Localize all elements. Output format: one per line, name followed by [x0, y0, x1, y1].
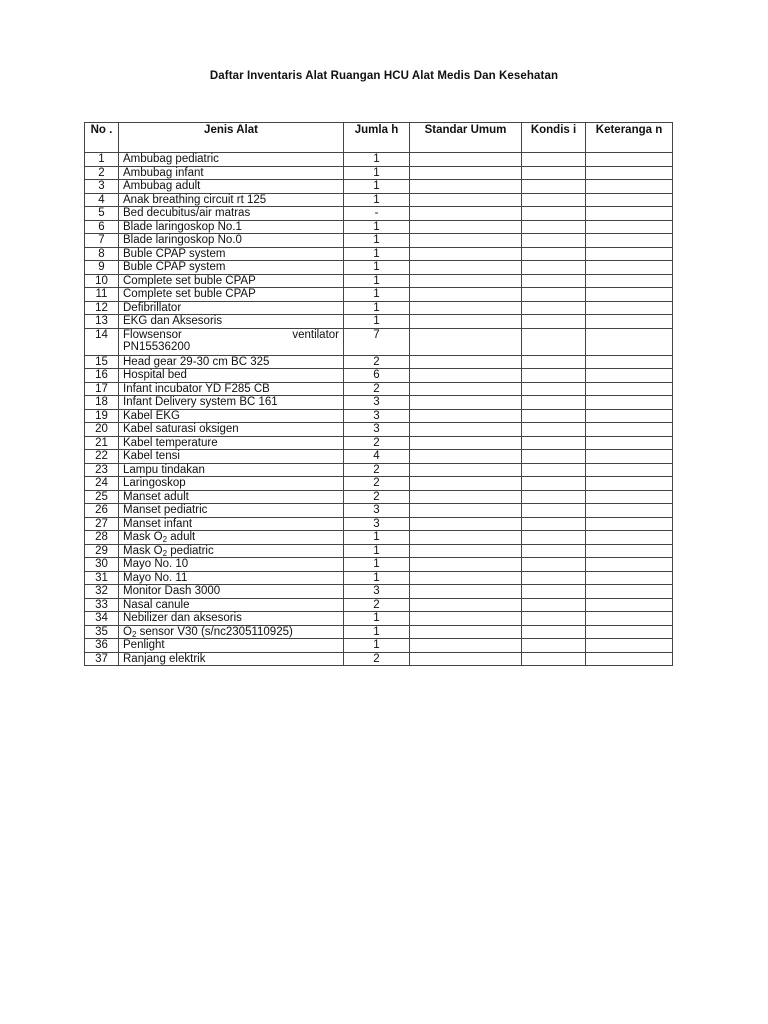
item-name: Complete set buble CPAP [119, 288, 344, 302]
keterangan-cell [586, 585, 673, 599]
keterangan-cell [586, 261, 673, 275]
item-name: Head gear 29-30 cm BC 325 [119, 355, 344, 369]
keterangan-cell [586, 490, 673, 504]
standar-umum-cell [410, 423, 522, 437]
item-name: Lampu tindakan [119, 463, 344, 477]
keterangan-cell [586, 369, 673, 383]
table-row [85, 247, 673, 261]
table-row [85, 369, 673, 383]
keterangan-cell [586, 504, 673, 518]
row-number: 7 [85, 234, 119, 248]
row-number: 2 [85, 166, 119, 180]
keterangan-cell [586, 450, 673, 464]
item-quantity: 1 [344, 180, 410, 194]
standar-umum-cell [410, 504, 522, 518]
row-number: 9 [85, 261, 119, 275]
row-number: 29 [85, 544, 119, 558]
header-jenis-alat: Jenis Alat [119, 123, 344, 153]
table-row [85, 450, 673, 464]
keterangan-cell [586, 652, 673, 666]
item-quantity: 2 [344, 652, 410, 666]
item-name: Kabel temperature [119, 436, 344, 450]
kondisi-cell [522, 504, 586, 518]
row-number: 21 [85, 436, 119, 450]
header-kondisi: Kondis i [522, 123, 586, 153]
item-name-part: Mask O [123, 531, 163, 543]
item-quantity: 6 [344, 369, 410, 383]
item-quantity: 3 [344, 504, 410, 518]
item-quantity: 2 [344, 463, 410, 477]
row-number: 35 [85, 625, 119, 639]
row-number: 25 [85, 490, 119, 504]
standar-umum-cell [410, 436, 522, 450]
inventory-table [84, 122, 673, 666]
item-name-subscript: 2 [131, 629, 137, 639]
table-row [85, 571, 673, 585]
standar-umum-cell [410, 369, 522, 383]
item-name: Kabel tensi [119, 450, 344, 464]
item-quantity: 2 [344, 382, 410, 396]
item-quantity: 7 [344, 328, 410, 355]
keterangan-cell [586, 355, 673, 369]
kondisi-cell [522, 450, 586, 464]
table-row [85, 180, 673, 194]
kondisi-cell [522, 544, 586, 558]
standar-umum-cell [410, 625, 522, 639]
row-number: 12 [85, 301, 119, 315]
item-name: Blade laringoskop No.0 [119, 234, 344, 248]
kondisi-cell [522, 274, 586, 288]
table-body [85, 153, 673, 666]
item-name: Mayo No. 11 [119, 571, 344, 585]
table-row [85, 652, 673, 666]
row-number: 11 [85, 288, 119, 302]
kondisi-cell [522, 436, 586, 450]
standar-umum-cell [410, 274, 522, 288]
table-row [85, 544, 673, 558]
item-quantity: 1 [344, 625, 410, 639]
keterangan-cell [586, 544, 673, 558]
item-quantity: 1 [344, 612, 410, 626]
table-row [85, 396, 673, 410]
item-quantity: - [344, 207, 410, 221]
row-number: 10 [85, 274, 119, 288]
kondisi-cell [522, 477, 586, 491]
item-name: Defibrillator [119, 301, 344, 315]
standar-umum-cell [410, 490, 522, 504]
table-row [85, 409, 673, 423]
keterangan-cell [586, 180, 673, 194]
table-row [85, 585, 673, 599]
keterangan-cell [586, 220, 673, 234]
row-number: 26 [85, 504, 119, 518]
table-row [85, 166, 673, 180]
keterangan-cell [586, 436, 673, 450]
item-name-subscript: 2 [162, 535, 168, 544]
standar-umum-cell [410, 558, 522, 572]
item-quantity: 1 [344, 544, 410, 558]
keterangan-cell [586, 409, 673, 423]
keterangan-cell [586, 193, 673, 207]
item-quantity: 3 [344, 396, 410, 410]
item-name-part: Flowsensor [123, 328, 182, 341]
item-quantity: 1 [344, 558, 410, 572]
kondisi-cell [522, 571, 586, 585]
keterangan-cell [586, 558, 673, 572]
row-number: 8 [85, 247, 119, 261]
item-quantity: 1 [344, 531, 410, 545]
keterangan-cell [586, 423, 673, 437]
item-name [119, 625, 344, 639]
item-quantity: 2 [344, 436, 410, 450]
item-quantity: 1 [344, 301, 410, 315]
table-row [85, 153, 673, 167]
standar-umum-cell [410, 612, 522, 626]
kondisi-cell [522, 193, 586, 207]
table-row [85, 234, 673, 248]
item-name: Manset adult [119, 490, 344, 504]
standar-umum-cell [410, 220, 522, 234]
table-row [85, 288, 673, 302]
item-name: Monitor Dash 3000 [119, 585, 344, 599]
kondisi-cell [522, 153, 586, 167]
item-name: Kabel EKG [119, 409, 344, 423]
item-name: Buble CPAP system [119, 247, 344, 261]
keterangan-cell [586, 328, 673, 355]
kondisi-cell [522, 625, 586, 639]
item-name: Mayo No. 10 [119, 558, 344, 572]
keterangan-cell [586, 477, 673, 491]
standar-umum-cell [410, 463, 522, 477]
table-row [85, 517, 673, 531]
table-row [85, 463, 673, 477]
keterangan-cell [586, 382, 673, 396]
item-quantity: 1 [344, 571, 410, 585]
standar-umum-cell [410, 409, 522, 423]
item-name: Kabel saturasi oksigen [119, 423, 344, 437]
item-name: Hospital bed [119, 369, 344, 383]
item-name-part: ventilator [292, 328, 339, 341]
keterangan-cell [586, 274, 673, 288]
kondisi-cell [522, 220, 586, 234]
row-number: 28 [85, 531, 119, 545]
kondisi-cell [522, 180, 586, 194]
standar-umum-cell [410, 355, 522, 369]
table-row [85, 436, 673, 450]
standar-umum-cell [410, 477, 522, 491]
standar-umum-cell [410, 301, 522, 315]
standar-umum-cell [410, 598, 522, 612]
kondisi-cell [522, 598, 586, 612]
document-title: Daftar Inventaris Alat Ruangan HCU Alat Medis Dan Kesehatan [209, 70, 559, 82]
item-quantity: 1 [344, 234, 410, 248]
header-jumlah: Jumla h [344, 123, 410, 153]
table-row [85, 639, 673, 653]
item-name: EKG dan Aksesoris [119, 315, 344, 329]
item-quantity: 3 [344, 517, 410, 531]
row-number: 1 [85, 153, 119, 167]
item-name-part: O [123, 625, 132, 638]
table-row [85, 477, 673, 491]
item-quantity: 2 [344, 355, 410, 369]
item-quantity: 1 [344, 220, 410, 234]
table-row [85, 261, 673, 275]
kondisi-cell [522, 517, 586, 531]
row-number: 24 [85, 477, 119, 491]
table-header [85, 123, 673, 153]
standar-umum-cell [410, 234, 522, 248]
keterangan-cell [586, 463, 673, 477]
standar-umum-cell [410, 585, 522, 599]
item-quantity: 1 [344, 166, 410, 180]
item-name-part: adult [167, 531, 196, 543]
item-name: Ambubag pediatric [119, 153, 344, 167]
kondisi-cell [522, 207, 586, 221]
keterangan-cell [586, 247, 673, 261]
kondisi-cell [522, 531, 586, 545]
kondisi-cell [522, 463, 586, 477]
kondisi-cell [522, 261, 586, 275]
table-row [85, 504, 673, 518]
table-row [85, 625, 673, 639]
kondisi-cell [522, 652, 586, 666]
row-number: 32 [85, 585, 119, 599]
keterangan-cell [586, 612, 673, 626]
kondisi-cell [522, 409, 586, 423]
keterangan-cell [586, 301, 673, 315]
kondisi-cell [522, 328, 586, 355]
table-row [85, 301, 673, 315]
item-name: Laringoskop [119, 477, 344, 491]
keterangan-cell [586, 517, 673, 531]
item-quantity: 1 [344, 288, 410, 302]
item-name: Blade laringoskop No.1 [119, 220, 344, 234]
keterangan-cell [586, 531, 673, 545]
kondisi-cell [522, 585, 586, 599]
keterangan-cell [586, 315, 673, 329]
standar-umum-cell [410, 207, 522, 221]
item-quantity: 3 [344, 585, 410, 599]
keterangan-cell [586, 207, 673, 221]
standar-umum-cell [410, 193, 522, 207]
kondisi-cell [522, 315, 586, 329]
keterangan-cell [586, 153, 673, 167]
kondisi-cell [522, 382, 586, 396]
standar-umum-cell [410, 288, 522, 302]
table-row [85, 558, 673, 572]
kondisi-cell [522, 639, 586, 653]
table-row [85, 193, 673, 207]
row-number: 5 [85, 207, 119, 221]
kondisi-cell [522, 234, 586, 248]
item-name [119, 531, 344, 545]
kondisi-cell [522, 558, 586, 572]
row-number: 16 [85, 369, 119, 383]
standar-umum-cell [410, 180, 522, 194]
keterangan-cell [586, 639, 673, 653]
kondisi-cell [522, 396, 586, 410]
standar-umum-cell [410, 166, 522, 180]
keterangan-cell [586, 625, 673, 639]
item-quantity: 1 [344, 247, 410, 261]
item-name-part: Mask O [123, 544, 163, 557]
row-number: 36 [85, 639, 119, 653]
item-quantity: 1 [344, 274, 410, 288]
row-number: 18 [85, 396, 119, 410]
row-number: 19 [85, 409, 119, 423]
table-row [85, 598, 673, 612]
keterangan-cell [586, 571, 673, 585]
standar-umum-cell [410, 328, 522, 355]
kondisi-cell [522, 166, 586, 180]
item-quantity: 1 [344, 315, 410, 329]
table-row [85, 382, 673, 396]
item-name-part: PN15536200 [123, 341, 191, 353]
row-number: 22 [85, 450, 119, 464]
item-name-subscript: 2 [162, 548, 168, 558]
table-row [85, 220, 673, 234]
row-number: 14 [85, 328, 119, 355]
standar-umum-cell [410, 153, 522, 167]
row-number: 37 [85, 652, 119, 666]
row-number: 17 [85, 382, 119, 396]
row-number: 33 [85, 598, 119, 612]
standar-umum-cell [410, 517, 522, 531]
row-number: 15 [85, 355, 119, 369]
table-row [85, 423, 673, 437]
table-row [85, 355, 673, 369]
item-name: Nebilizer dan aksesoris [119, 612, 344, 626]
item-name: Manset infant [119, 517, 344, 531]
row-number: 27 [85, 517, 119, 531]
standar-umum-cell [410, 450, 522, 464]
item-name: Manset pediatric [119, 504, 344, 518]
item-quantity: 2 [344, 490, 410, 504]
item-name: Anak breathing circuit rt 125 [119, 193, 344, 207]
row-number: 3 [85, 180, 119, 194]
keterangan-cell [586, 234, 673, 248]
item-quantity: 1 [344, 261, 410, 275]
header-standar-umum: Standar Umum [410, 123, 522, 153]
item-name-part: sensor V30 (s/nc2305110925) [136, 625, 293, 638]
table-row [85, 274, 673, 288]
table-row [85, 207, 673, 221]
item-quantity: 1 [344, 639, 410, 653]
standar-umum-cell [410, 531, 522, 545]
item-name: Infant Delivery system BC 161 [119, 396, 344, 410]
standar-umum-cell [410, 571, 522, 585]
kondisi-cell [522, 490, 586, 504]
item-quantity: 2 [344, 598, 410, 612]
standar-umum-cell [410, 382, 522, 396]
keterangan-cell [586, 288, 673, 302]
table-row [85, 490, 673, 504]
item-name: Bed decubitus/air matras [119, 207, 344, 221]
item-quantity: 3 [344, 409, 410, 423]
standar-umum-cell [410, 639, 522, 653]
table-row [85, 315, 673, 329]
row-number: 13 [85, 315, 119, 329]
item-name: Complete set buble CPAP [119, 274, 344, 288]
item-quantity: 4 [344, 450, 410, 464]
row-number: 30 [85, 558, 119, 572]
item-name: Ranjang elektrik [119, 652, 344, 666]
table-row [85, 531, 673, 545]
standar-umum-cell [410, 247, 522, 261]
item-quantity: 1 [344, 193, 410, 207]
row-number: 34 [85, 612, 119, 626]
kondisi-cell [522, 301, 586, 315]
row-number: 20 [85, 423, 119, 437]
header-keterangan: Keteranga n [586, 123, 673, 153]
kondisi-cell [522, 423, 586, 437]
item-name: Nasal canule [119, 598, 344, 612]
item-name: Buble CPAP system [119, 261, 344, 275]
item-quantity: 3 [344, 423, 410, 437]
table-row [85, 612, 673, 626]
item-name-part: pediatric [167, 544, 214, 557]
standar-umum-cell [410, 315, 522, 329]
row-number: 6 [85, 220, 119, 234]
kondisi-cell [522, 247, 586, 261]
item-quantity: 2 [344, 477, 410, 491]
row-number: 4 [85, 193, 119, 207]
item-name: Ambubag infant [119, 166, 344, 180]
keterangan-cell [586, 598, 673, 612]
item-name: Infant incubator YD F285 CB [119, 382, 344, 396]
kondisi-cell [522, 612, 586, 626]
kondisi-cell [522, 369, 586, 383]
standar-umum-cell [410, 544, 522, 558]
header-no: No . [85, 123, 119, 153]
item-name: Ambubag adult [119, 180, 344, 194]
keterangan-cell [586, 166, 673, 180]
item-name [119, 544, 344, 558]
table-row [85, 328, 673, 355]
standar-umum-cell [410, 652, 522, 666]
item-name [119, 328, 344, 355]
item-name: Penlight [119, 639, 344, 653]
row-number: 23 [85, 463, 119, 477]
standar-umum-cell [410, 261, 522, 275]
kondisi-cell [522, 355, 586, 369]
kondisi-cell [522, 288, 586, 302]
row-number: 31 [85, 571, 119, 585]
item-quantity: 1 [344, 153, 410, 167]
keterangan-cell [586, 396, 673, 410]
standar-umum-cell [410, 396, 522, 410]
